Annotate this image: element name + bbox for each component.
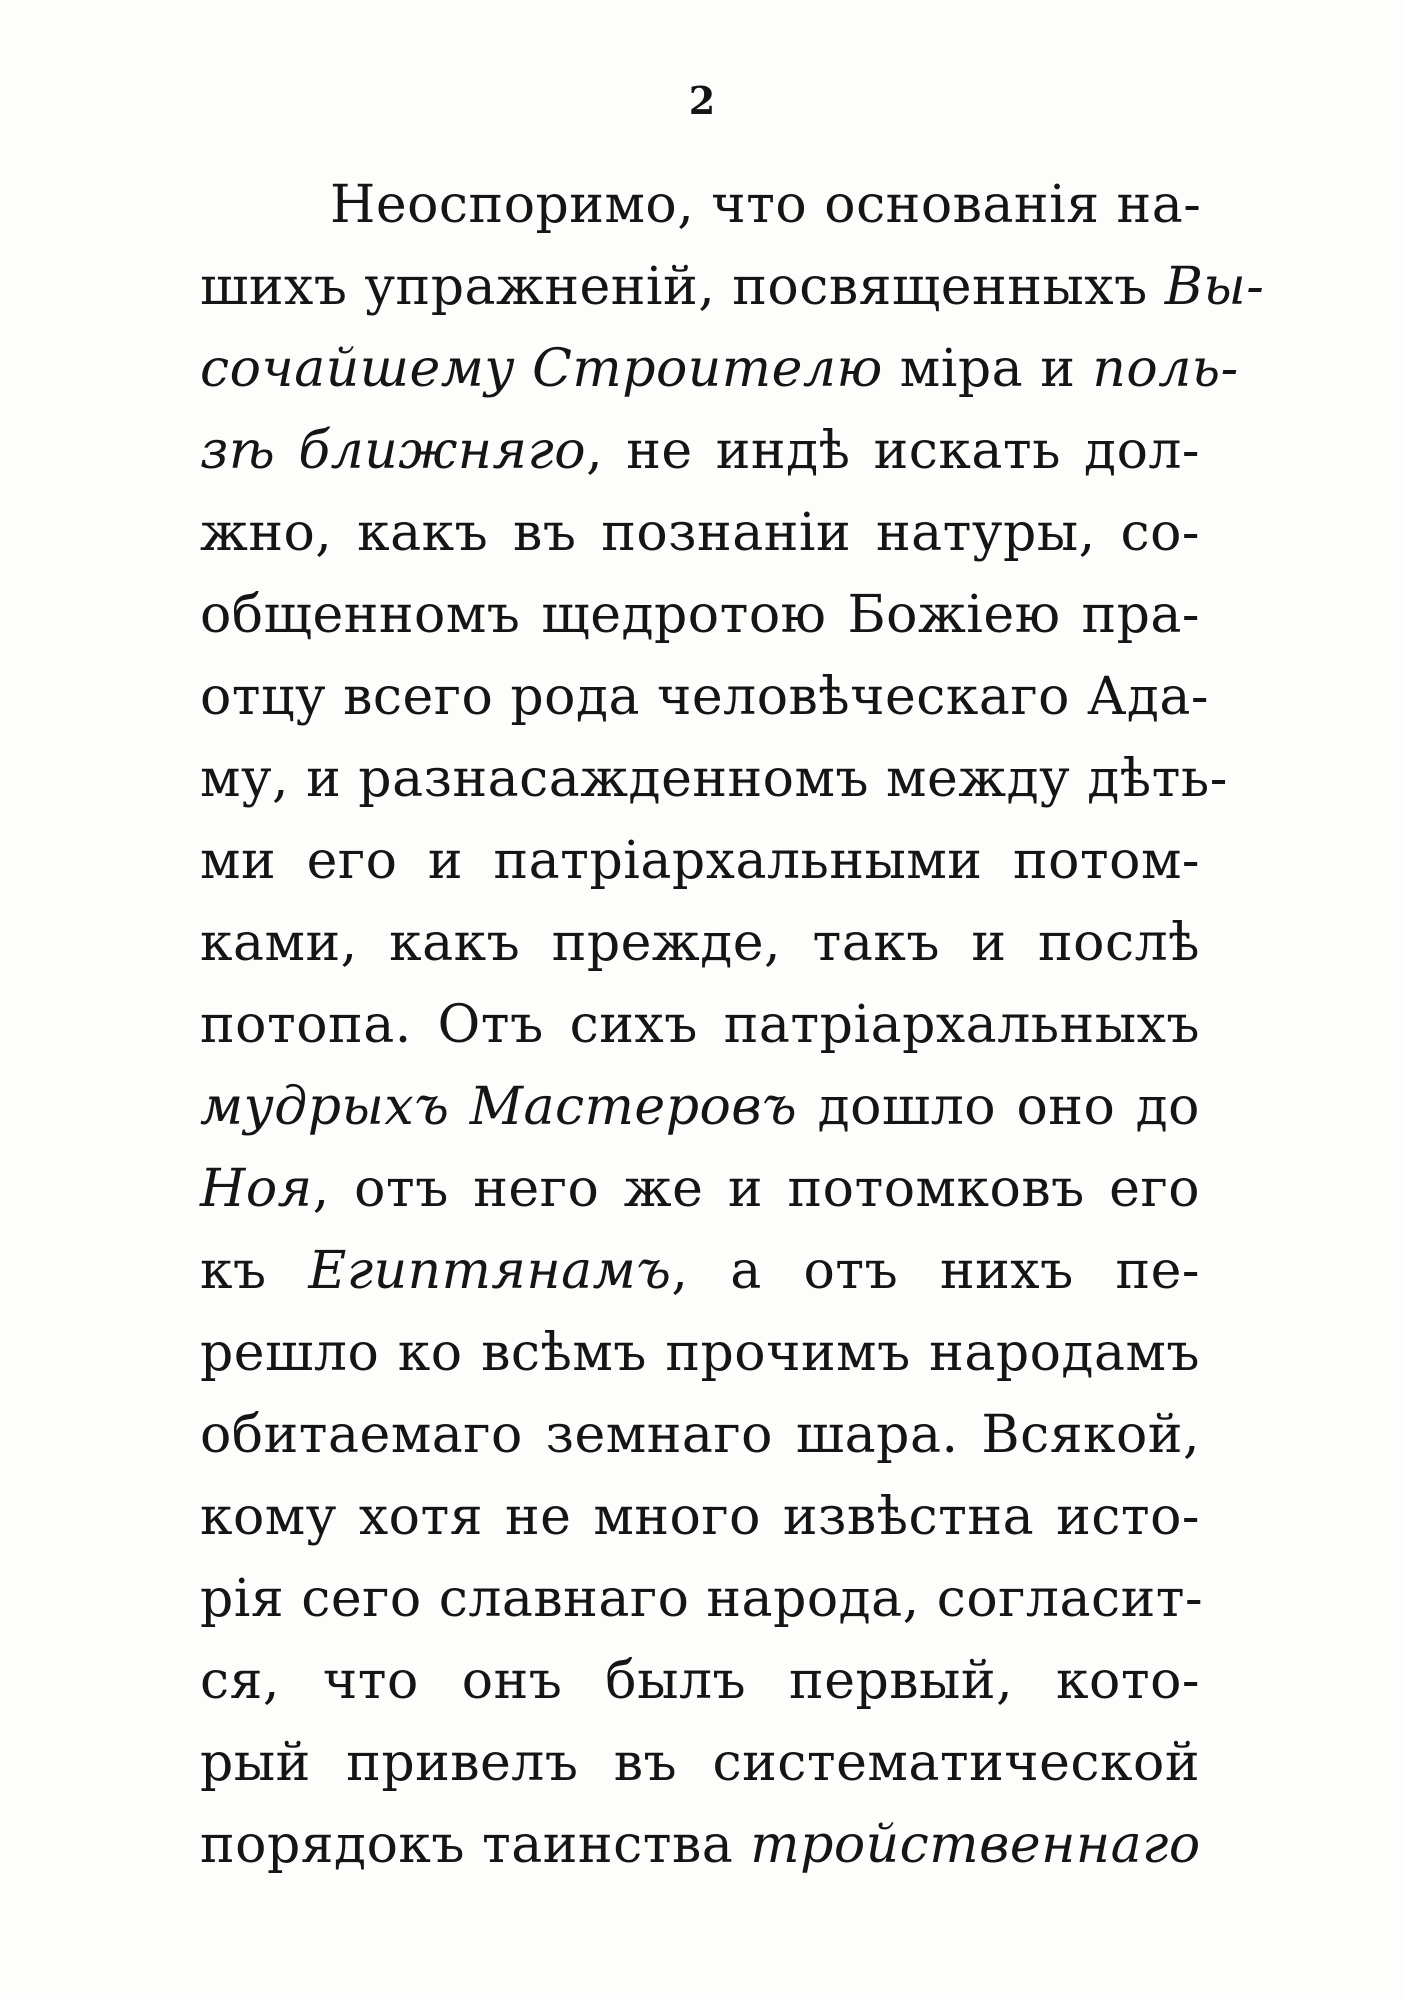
text-line xyxy=(200,1476,1200,1558)
italic-text-segment: мудрыхъ Мастеровъ xyxy=(200,1077,798,1137)
text-segment: рія сего славнаго народа, согласит- xyxy=(200,1569,1204,1629)
text-segment: ся, что онъ былъ первый, кото- xyxy=(200,1651,1200,1711)
italic-text-segment: Вы- xyxy=(1164,257,1265,317)
text-line xyxy=(200,1394,1200,1476)
text-line xyxy=(200,328,1239,410)
text-line xyxy=(200,1722,1200,1804)
text-segment: ми его и патріархальными потом- xyxy=(200,831,1200,891)
text-segment: му, и разнасажденномъ между дѣть- xyxy=(200,749,1228,809)
text-segment: , а отъ нихъ пе- xyxy=(671,1241,1200,1301)
italic-text-segment: зѣ ближняго xyxy=(200,421,587,481)
text-segment: міра и xyxy=(882,339,1093,399)
italic-text-segment: поль- xyxy=(1092,339,1239,399)
text-line xyxy=(200,984,1200,1066)
text-line xyxy=(200,1148,1200,1230)
text-segment: къ xyxy=(200,1241,309,1301)
text-line xyxy=(200,1230,1200,1312)
italic-text-segment: сочайшему Строителю xyxy=(200,339,883,399)
text-line xyxy=(200,1312,1200,1394)
italic-text-segment: Ноя xyxy=(200,1159,313,1219)
text-line xyxy=(200,1066,1200,1148)
text-segment: обитаемаго земнаго шара. Всякой, xyxy=(200,1405,1200,1465)
text-segment: отцу всего рода человѣческаго Ада- xyxy=(200,667,1209,727)
body-text xyxy=(200,164,1265,1886)
text-line xyxy=(200,656,1209,738)
text-segment: , отъ него же и потомковъ его xyxy=(312,1159,1200,1219)
text-segment: порядокъ таинства xyxy=(200,1815,751,1875)
text-segment: потопа. Отъ сихъ патріархальныхъ xyxy=(200,995,1200,1055)
text-line xyxy=(200,574,1200,656)
text-segment: кому хотя не много извѣстна исто- xyxy=(200,1487,1200,1547)
text-line xyxy=(200,738,1228,820)
text-segment: общенномъ щедротою Божіею пра- xyxy=(200,585,1200,645)
text-segment: , не индѣ искать дол- xyxy=(586,421,1200,481)
text-segment: рый привелъ въ систематической xyxy=(200,1733,1200,1793)
text-line xyxy=(200,902,1200,984)
text-line xyxy=(200,1804,1200,1886)
text-segment: шихъ упражненій, посвященныхъ xyxy=(200,257,1165,317)
text-line xyxy=(200,1558,1204,1640)
text-segment: Неоспоримо, что основанія на- xyxy=(330,175,1202,235)
text-segment: решло ко всѣмъ прочимъ народамъ xyxy=(200,1323,1200,1383)
page-number: 2 xyxy=(688,78,716,123)
text-line xyxy=(200,1640,1200,1722)
text-line xyxy=(200,246,1265,328)
text-line xyxy=(200,410,1200,492)
italic-text-segment: тройственнаго xyxy=(750,1815,1201,1875)
text-line xyxy=(200,492,1200,574)
text-segment: ками, какъ прежде, такъ и послѣ xyxy=(200,913,1200,973)
text-segment: дошло оно до xyxy=(797,1077,1200,1137)
text-line xyxy=(200,820,1200,902)
text-line xyxy=(200,164,1200,246)
italic-text-segment: Египтянамъ xyxy=(308,1241,672,1301)
text-segment: жно, какъ въ познаніи натуры, со- xyxy=(200,503,1200,563)
